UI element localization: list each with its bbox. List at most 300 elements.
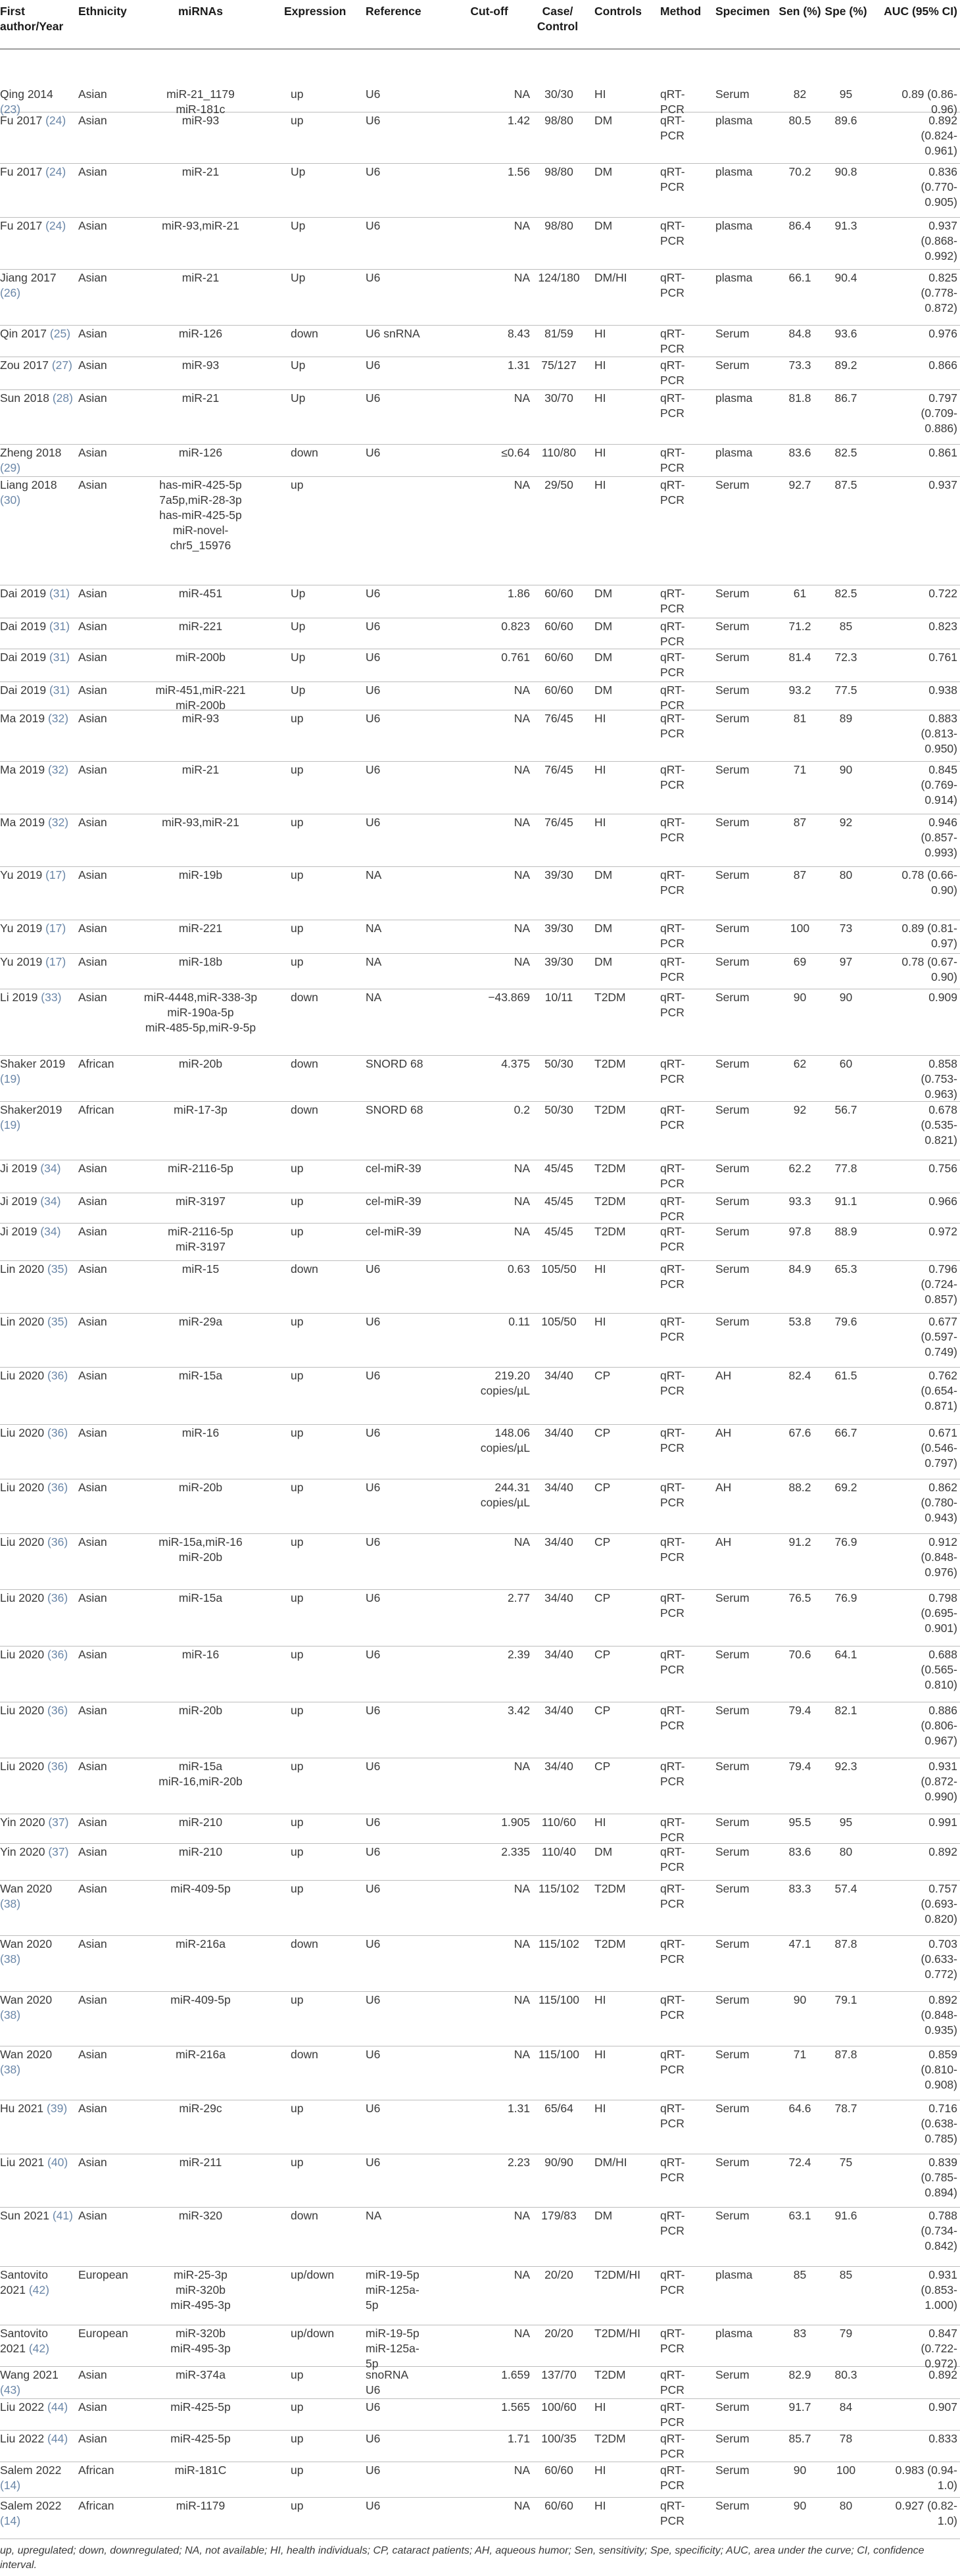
cell-method: qRT- PCR xyxy=(660,991,685,1019)
table-row xyxy=(0,86,960,116)
cell-cutoff: NA xyxy=(514,1760,530,1773)
cell-controls: CP xyxy=(594,1535,611,1548)
cell-sen: 85 xyxy=(793,2268,807,2281)
author-name: Ji 2019 xyxy=(0,1162,37,1175)
cell-spe: 97 xyxy=(839,955,853,968)
citation-link[interactable]: (25) xyxy=(49,327,71,340)
cell-sen: 63.1 xyxy=(788,2209,811,2222)
citation-link[interactable]: (38) xyxy=(0,2063,21,2076)
cell-author xyxy=(0,1224,76,1239)
cell-expression: up xyxy=(291,1369,304,1382)
cell-expression: up xyxy=(291,1648,304,1661)
cell-case-control: 39/30 xyxy=(544,955,573,968)
cell-specimen: plasma xyxy=(715,2327,753,2340)
table-row xyxy=(0,2325,960,2370)
cell-expression: up xyxy=(291,868,304,881)
cell-ethnicity: African xyxy=(78,2464,114,2477)
cell-ethnicity: Asian xyxy=(78,359,107,372)
citation-link[interactable]: (14) xyxy=(0,2479,21,2492)
cell-expression: up xyxy=(291,1315,304,1328)
table-row xyxy=(0,1935,960,1992)
cell-expression: up xyxy=(291,2432,304,2445)
citation-link[interactable]: (32) xyxy=(47,816,69,829)
cell-mirnas: miR-93 xyxy=(181,712,220,725)
citation-link[interactable]: (35) xyxy=(47,1315,68,1328)
cell-expression: up xyxy=(291,1993,304,2006)
cell-cutoff: NA xyxy=(514,763,530,776)
cell-controls: HI xyxy=(594,1315,606,1328)
table-row xyxy=(0,681,960,710)
cell-ethnicity: Asian xyxy=(78,478,107,491)
citation-link[interactable]: (19) xyxy=(0,1072,21,1085)
cell-mirnas: miR-216a xyxy=(176,2048,226,2061)
cell-ethnicity: African xyxy=(78,2499,114,2512)
citation-link[interactable]: (36) xyxy=(47,1591,68,1604)
cell-author xyxy=(0,445,76,476)
citation-link[interactable]: (30) xyxy=(0,493,21,507)
cell-mirnas: miR-425-5p xyxy=(170,2432,231,2445)
cell-reference: U6 xyxy=(366,816,381,829)
cell-spe: 79 xyxy=(839,2327,853,2340)
citation-link[interactable]: (19) xyxy=(0,1118,21,1131)
citation-link[interactable]: (17) xyxy=(45,955,66,968)
cell-mirnas: miR-15a xyxy=(178,1591,223,1604)
cell-spe: 90 xyxy=(839,763,853,776)
cell-case-control: 105/50 xyxy=(541,1315,577,1328)
cell-spe: 95 xyxy=(839,1816,853,1829)
cell-mirnas: miR-16 xyxy=(181,1648,220,1661)
cell-method: qRT- PCR xyxy=(660,1704,685,1732)
cell-specimen: Serum xyxy=(715,683,750,697)
citation-link[interactable]: (32) xyxy=(47,712,69,725)
citation-link[interactable]: (36) xyxy=(47,1535,68,1548)
cell-ethnicity: Asian xyxy=(78,1315,107,1328)
cell-specimen: Serum xyxy=(715,2499,750,2512)
citation-link[interactable]: (28) xyxy=(52,391,73,405)
table-row xyxy=(0,1160,960,1193)
table-row xyxy=(0,2366,960,2399)
cell-sen: 100 xyxy=(790,922,810,935)
author-name: Ma 2019 xyxy=(0,763,45,776)
cell-reference: U6 xyxy=(366,2499,381,2512)
cell-spe: 89.6 xyxy=(834,114,857,127)
cell-spe: 89.2 xyxy=(834,359,857,372)
header-case-control: Case/ Control xyxy=(537,5,579,33)
table-row xyxy=(0,1702,960,1758)
citation-link[interactable]: (24) xyxy=(45,219,66,232)
cell-mirnas: miR-451,miR-221 miR-200b xyxy=(155,683,246,712)
cell-specimen: Serum xyxy=(715,587,750,600)
cell-case-control: 81/59 xyxy=(544,327,573,340)
table-row xyxy=(0,1814,960,1844)
cell-reference: cel-miR-39 xyxy=(366,1195,421,1208)
cell-cutoff: NA xyxy=(514,2464,530,2477)
cell-method: qRT- PCR xyxy=(660,1535,685,1564)
cell-auc: 0.688 (0.565- 0.810) xyxy=(921,1648,957,1691)
cell-author xyxy=(0,586,76,601)
cell-specimen: Serum xyxy=(715,2209,750,2222)
cell-cutoff: NA xyxy=(514,2209,530,2222)
cell-specimen: Serum xyxy=(715,651,750,664)
cell-specimen: Serum xyxy=(715,1591,750,1604)
cell-mirnas: miR-1179 xyxy=(176,2499,226,2512)
cell-case-control: 39/30 xyxy=(544,922,573,935)
cell-spe: 72.3 xyxy=(834,651,857,664)
citation-link[interactable]: (36) xyxy=(47,1481,68,1494)
cell-mirnas: miR-93 xyxy=(181,359,220,372)
cell-case-control: 110/40 xyxy=(541,1845,577,1858)
cell-mirnas: has-miR-425-5p 7a5p,miR-28-3p has-miR-425-5p miR-novel- chr5_15976 xyxy=(159,478,242,552)
cell-reference: U6 xyxy=(366,1315,381,1328)
cell-cutoff: ≤0.64 xyxy=(501,446,530,459)
cell-cutoff: NA xyxy=(514,1225,530,1238)
citation-link[interactable]: (42) xyxy=(28,2342,49,2355)
citation-link[interactable]: (31) xyxy=(49,651,70,664)
citation-link[interactable]: (44) xyxy=(47,2400,68,2414)
cell-auc: 0.825 (0.778- 0.872) xyxy=(921,271,957,314)
table-row xyxy=(0,989,960,1056)
cell-spe: 93.6 xyxy=(834,327,857,340)
cell-specimen: AH xyxy=(715,1369,732,1382)
citation-link[interactable]: (44) xyxy=(47,2432,68,2445)
table-row xyxy=(0,2398,960,2431)
cell-author xyxy=(0,921,76,936)
cell-author xyxy=(0,113,76,128)
table-row xyxy=(0,585,960,618)
citation-link[interactable]: (17) xyxy=(45,922,66,935)
cell-expression: up xyxy=(291,1535,304,1548)
table-footnote: up, upregulated; down, downregulated; NA, not available; HI, health individuals; CP, cataract patients; AH, aqueous humor; Sen, sensitivity; Spe, specificity; AUC, area under the curve; CI, confidence interval. xyxy=(0,2545,924,2571)
cell-spe: 85 xyxy=(839,620,853,633)
cell-expression: up xyxy=(291,1426,304,1439)
cell-expression: Up xyxy=(291,391,306,405)
cell-specimen: Serum xyxy=(715,1845,750,1858)
citation-link[interactable]: (43) xyxy=(0,2383,21,2396)
cell-expression: up xyxy=(291,1591,304,1604)
citation-link[interactable]: (37) xyxy=(48,1816,69,1829)
cell-method: qRT- PCR xyxy=(660,1103,685,1131)
cell-mirnas: miR-15 xyxy=(181,1262,220,1276)
cell-specimen: Serum xyxy=(715,87,750,101)
cell-specimen: Serum xyxy=(715,1882,750,1895)
citation-link[interactable]: (37) xyxy=(48,1845,69,1858)
cell-spe: 82.5 xyxy=(834,446,857,459)
cell-ethnicity: Asian xyxy=(78,922,107,935)
citation-link[interactable]: (17) xyxy=(45,868,66,881)
cell-spe: 90.4 xyxy=(834,271,857,284)
cell-ethnicity: Asian xyxy=(78,868,107,881)
citation-link[interactable]: (42) xyxy=(28,2283,49,2296)
cell-cutoff: 3.42 xyxy=(507,1704,530,1717)
table-row xyxy=(0,163,960,218)
cell-author xyxy=(0,1368,76,1383)
cell-expression: down xyxy=(291,327,318,340)
cell-expression: Up xyxy=(291,683,306,697)
table-row xyxy=(0,814,960,867)
cell-auc: 0.859 (0.810- 0.908) xyxy=(921,2048,957,2091)
cell-cutoff: NA xyxy=(514,219,530,232)
citation-link[interactable]: (31) xyxy=(49,683,70,697)
table-row xyxy=(0,217,960,270)
cell-auc: 0.762 (0.654- 0.871) xyxy=(921,1369,957,1412)
cell-case-control: 20/20 xyxy=(544,2268,573,2281)
cell-reference: U6 xyxy=(366,1648,381,1661)
cell-expression: up xyxy=(291,1195,304,1208)
author-name: Li 2019 xyxy=(0,991,38,1004)
cell-controls: CP xyxy=(594,1591,611,1604)
cell-expression: down xyxy=(291,1057,318,1070)
cell-reference: U6 xyxy=(366,1845,381,1858)
cell-spe: 78.7 xyxy=(834,2102,857,2115)
cell-specimen: Serum xyxy=(715,1195,750,1208)
citation-link[interactable]: (32) xyxy=(47,763,69,776)
author-name: Salem 2022 xyxy=(0,2499,62,2512)
cell-mirnas: miR-29c xyxy=(179,2102,222,2115)
cell-author xyxy=(0,2101,76,2116)
cell-cutoff: NA xyxy=(514,2268,530,2281)
cell-ethnicity: Asian xyxy=(78,763,107,776)
cell-controls: DM xyxy=(594,2209,613,2222)
author-name: Fu 2017 xyxy=(0,114,43,127)
cell-case-control: 115/102 xyxy=(539,1937,579,1950)
cell-expression: up xyxy=(291,763,304,776)
cell-author xyxy=(0,1425,76,1441)
cell-sen: 61 xyxy=(793,587,807,600)
citation-link[interactable]: (31) xyxy=(49,587,70,600)
cell-auc: 0.976 xyxy=(928,327,957,340)
citation-link[interactable]: (27) xyxy=(51,359,72,372)
cell-expression: Up xyxy=(291,165,306,178)
cell-method: qRT- PCR xyxy=(660,620,685,648)
cell-spe: 80 xyxy=(839,2499,853,2512)
cell-auc: 0.892 xyxy=(928,1845,957,1858)
author-name: Liu 2020 xyxy=(0,1648,45,1661)
cell-auc: 0.797 (0.709- 0.886) xyxy=(921,391,957,435)
cell-sen: 69 xyxy=(793,955,807,968)
cell-spe: 86.7 xyxy=(834,391,857,405)
cell-cutoff: 1.71 xyxy=(507,2432,530,2445)
cell-specimen: plasma xyxy=(715,165,753,178)
cell-sen: 79.4 xyxy=(788,1760,811,1773)
cell-mirnas: miR-25-3p miR-320b miR-495-3p xyxy=(170,2268,231,2312)
cell-method: qRT- PCR xyxy=(660,816,685,844)
cell-expression: down xyxy=(291,2048,318,2061)
cell-mirnas: miR-451 xyxy=(178,587,223,600)
cell-specimen: Serum xyxy=(715,1262,750,1276)
table-row xyxy=(0,389,960,445)
cell-ethnicity: Asian xyxy=(78,587,107,600)
cell-auc: 0.761 xyxy=(928,651,957,664)
cell-reference: U6 xyxy=(366,1426,381,1439)
cell-spe: 90.8 xyxy=(834,165,857,178)
cell-method: qRT- PCR xyxy=(660,1937,685,1966)
cell-reference: U6 xyxy=(366,165,381,178)
cell-sen: 90 xyxy=(793,1993,807,2006)
cell-controls: T2DM xyxy=(594,991,626,1004)
citation-link[interactable]: (39) xyxy=(47,2102,68,2115)
cell-ethnicity: Asian xyxy=(78,1535,107,1548)
citation-link[interactable]: (33) xyxy=(41,991,62,1004)
cell-spe: 95 xyxy=(839,87,853,101)
cell-spe: 57.4 xyxy=(834,1882,857,1895)
cell-case-control: 75/127 xyxy=(541,359,577,372)
cell-case-control: 29/50 xyxy=(544,478,573,491)
cell-ethnicity: Asian xyxy=(78,620,107,633)
cell-ethnicity: Asian xyxy=(78,327,107,340)
cell-expression: up xyxy=(291,1816,304,1829)
cell-reference: U6 xyxy=(366,1591,381,1604)
cell-spe: 77.5 xyxy=(834,683,857,697)
cell-expression: up xyxy=(291,114,304,127)
cell-ethnicity: Asian xyxy=(78,2209,107,2222)
cell-author xyxy=(0,270,76,301)
citation-link[interactable]: (24) xyxy=(45,114,66,127)
cell-ethnicity: Asian xyxy=(78,1591,107,1604)
cell-spe: 69.2 xyxy=(834,1481,857,1494)
author-name: Ma 2019 xyxy=(0,816,45,829)
table-row xyxy=(0,761,960,814)
citation-link[interactable]: (24) xyxy=(45,165,66,178)
cell-method: qRT- PCR xyxy=(660,219,685,247)
citation-link[interactable]: (34) xyxy=(40,1225,61,1238)
cell-mirnas: miR-21 xyxy=(181,165,220,178)
table-row xyxy=(0,1055,960,1102)
cell-controls: DM xyxy=(594,587,613,600)
cell-controls: CP xyxy=(594,1426,611,1439)
cell-method: qRT- PCR xyxy=(660,2432,685,2460)
table-row xyxy=(0,1880,960,1936)
cell-sen: 64.6 xyxy=(788,2102,811,2115)
cell-reference: U6 xyxy=(366,763,381,776)
cell-reference: U6 xyxy=(366,1937,381,1950)
cell-mirnas: miR-2116-5p xyxy=(168,1162,233,1175)
cell-ethnicity: Asian xyxy=(78,1225,107,1238)
citation-link[interactable]: (23) xyxy=(0,103,21,116)
citation-link[interactable]: (34) xyxy=(40,1162,61,1175)
citation-link[interactable]: (41) xyxy=(52,2209,73,2222)
cell-expression: up xyxy=(291,2464,304,2477)
cell-author xyxy=(0,326,76,341)
cell-spe: 92.3 xyxy=(834,1760,857,1773)
cell-specimen: Serum xyxy=(715,1648,750,1661)
cell-expression: up/down xyxy=(291,2268,335,2281)
citation-link[interactable]: (36) xyxy=(47,1369,68,1382)
cell-sen: 87 xyxy=(793,816,807,829)
cell-ethnicity: Asian xyxy=(78,87,107,101)
cell-controls: HI xyxy=(594,391,606,405)
cell-method: qRT- PCR xyxy=(660,446,685,474)
cell-sen: 90 xyxy=(793,2464,807,2477)
table-row xyxy=(0,920,960,954)
cell-mirnas: miR-126 xyxy=(178,446,223,459)
cell-spe: 80.3 xyxy=(834,2368,857,2381)
citation-link[interactable]: (31) xyxy=(49,620,70,633)
table-row xyxy=(0,2207,960,2267)
cell-reference: U6 xyxy=(366,219,381,232)
cell-mirnas: miR-216a xyxy=(176,1937,226,1950)
cell-controls: DM xyxy=(594,620,613,633)
author-name: Dai 2019 xyxy=(0,587,47,600)
table-row xyxy=(0,1101,960,1160)
cell-mirnas: miR-126 xyxy=(178,327,223,340)
cell-cutoff: NA xyxy=(514,2499,530,2512)
cell-specimen: Serum xyxy=(715,712,750,725)
citation-link[interactable]: (38) xyxy=(0,2008,21,2021)
citation-link[interactable]: (38) xyxy=(0,1897,21,1910)
cell-sen: 70.6 xyxy=(788,1648,811,1661)
author-name: Dai 2019 xyxy=(0,651,47,664)
cell-expression: up xyxy=(291,1225,304,1238)
cell-controls: DM xyxy=(594,219,613,232)
cell-mirnas: miR-15a,miR-16 miR-20b xyxy=(158,1535,243,1564)
cell-author xyxy=(0,1881,76,1912)
cell-sen: 84.9 xyxy=(788,1262,811,1276)
cell-case-control: 34/40 xyxy=(544,1648,573,1661)
cell-sen: 81 xyxy=(793,712,807,725)
citation-link[interactable]: (35) xyxy=(47,1262,68,1276)
citation-link[interactable]: (36) xyxy=(47,1760,68,1773)
cell-auc: 0.972 xyxy=(928,1225,957,1238)
cell-method: qRT- PCR xyxy=(660,1262,685,1291)
cell-mirnas: miR-21 xyxy=(181,391,220,405)
cell-method: qRT- PCR xyxy=(660,763,685,791)
cell-ethnicity: Asian xyxy=(78,446,107,459)
cell-method: qRT- PCR xyxy=(660,1481,685,1509)
citation-link[interactable]: (40) xyxy=(47,2156,68,2169)
cell-controls: HI xyxy=(594,763,606,776)
cell-cutoff: NA xyxy=(514,271,530,284)
citation-link[interactable]: (38) xyxy=(0,1952,21,1966)
citation-link[interactable]: (14) xyxy=(0,2514,21,2527)
cell-reference: U6 xyxy=(366,1369,381,1382)
cell-sen: 82 xyxy=(793,87,807,101)
cell-specimen: Serum xyxy=(715,2432,750,2445)
cell-expression: up xyxy=(291,816,304,829)
cell-case-control: 60/60 xyxy=(544,2499,573,2512)
cell-sen: 90 xyxy=(793,991,807,1004)
citation-link[interactable]: (34) xyxy=(40,1195,61,1208)
cell-cutoff: 2.39 xyxy=(507,1648,530,1661)
cell-specimen: plasma xyxy=(715,271,753,284)
cell-cutoff: 2.77 xyxy=(507,1591,530,1604)
citation-link[interactable]: (36) xyxy=(47,1648,68,1661)
cell-author xyxy=(0,954,76,970)
citation-link[interactable]: (36) xyxy=(47,1704,68,1717)
cell-controls: HI xyxy=(594,478,606,491)
cell-controls: HI xyxy=(594,2464,606,2477)
cell-specimen: Serum xyxy=(715,1225,750,1238)
cell-method: qRT- PCR xyxy=(660,2102,685,2130)
cell-ethnicity: Asian xyxy=(78,1426,107,1439)
cell-specimen: Serum xyxy=(715,1103,750,1116)
cell-spe: 92 xyxy=(839,816,853,829)
cell-cutoff: NA xyxy=(514,87,530,101)
cell-sen: 88.2 xyxy=(788,1481,811,1494)
cell-auc: 0.907 xyxy=(928,2400,957,2414)
cell-controls: DM xyxy=(594,955,613,968)
cell-sen: 70.2 xyxy=(788,165,811,178)
author-name: Liu 2021 xyxy=(0,2156,45,2169)
citation-link[interactable]: (29) xyxy=(0,461,21,474)
citation-link[interactable]: (26) xyxy=(0,286,21,299)
citation-link[interactable]: (36) xyxy=(47,1426,68,1439)
cell-reference: U6 xyxy=(366,359,381,372)
cell-reference: U6 xyxy=(366,683,381,697)
cell-spe: 87.8 xyxy=(834,1937,857,1950)
cell-cutoff: 0.2 xyxy=(514,1103,530,1116)
cell-spe: 76.9 xyxy=(834,1535,857,1548)
cell-reference: U6 xyxy=(366,712,381,725)
